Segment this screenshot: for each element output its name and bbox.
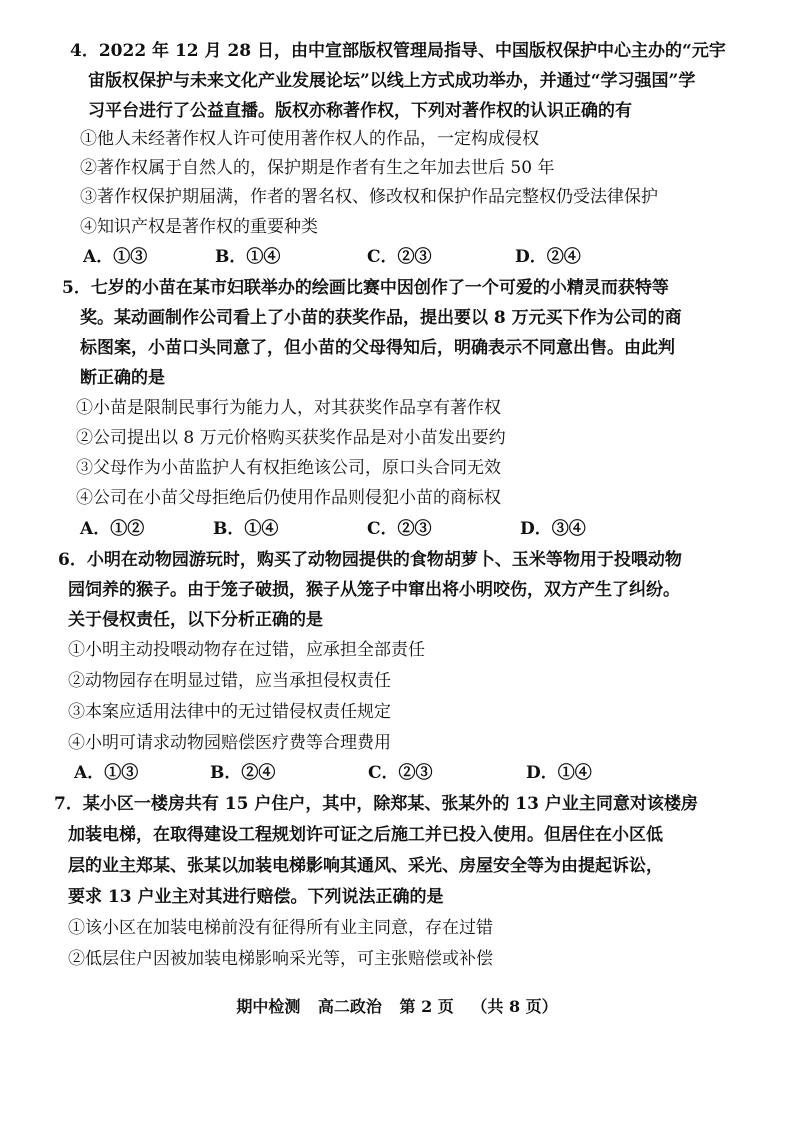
q5-stem-line-4: 断正确的是 <box>80 368 165 388</box>
q4-item-2: ②著作权属于自然人的，保护期是作者有生之年加去世后 50 年 <box>80 158 555 178</box>
q4-stem-line-2: 宙版权保护与未来文化产业发展论坛”以线上方式成功举办，并通过“学习强国”学 <box>88 71 696 91</box>
q5-stem-line-3: 标图案，小苗口头同意了，但小苗的父母得知后，明确表示不同意出售。由此判 <box>80 338 675 358</box>
page-footer <box>0 994 794 1017</box>
q6-item-1: ①小明主动投喂动物存在过错，应承担全部责任 <box>68 640 425 660</box>
q4-item-3: ③著作权保护期届满，作者的署名权、修改权和保护作品完整权仍受法律保护 <box>80 187 658 207</box>
q7-item-1: ①该小区在加装电梯前没有征得所有业主同意，存在过错 <box>68 918 493 938</box>
q7-stem-line-2: 加装电梯，在取得建设工程规划许可证之后施工并已投入使用。但居住在小区低 <box>68 825 663 845</box>
q5-item-2: ②公司提出以 8 万元价格购买获奖作品是对小苗发出要约 <box>76 428 506 448</box>
q6-item-4: ④小明可请求动物园赔偿医疗费等合理费用 <box>68 733 391 753</box>
footer-exam: 期中检测 <box>236 997 301 1016</box>
q6-choice-c: C．②③ <box>368 763 433 783</box>
q6-stem-line-1: 6．小明在动物园游玩时，购买了动物园提供的食物胡萝卜、玉米等物用于投喂动物 <box>58 550 682 570</box>
footer-page: 第 2 页 <box>399 997 454 1016</box>
q7-item-2: ②低层住户因被加装电梯影响采光等，可主张赔偿或补偿 <box>68 949 493 969</box>
q6-choice-b: B．②④ <box>210 763 276 783</box>
q6-item-2: ②动物园存在明显过错，应当承担侵权责任 <box>68 671 391 691</box>
q7-stem-line-4: 要求 13 户业主对其进行赔偿。下列说法正确的是 <box>68 887 444 907</box>
q7-stem-line-3: 层的业主郑某、张某以加装电梯影响其通风、采光、房屋安全等为由提起诉讼， <box>68 856 663 876</box>
q6-choice-d: D．①④ <box>526 763 592 783</box>
q4-stem-line-3: 习平台进行了公益直播。版权亦称著作权，下列对著作权的认识正确的有 <box>88 101 632 121</box>
q5-stem-line-1: 5．七岁的小苗在某市妇联举办的绘画比赛中因创作了一个可爱的小精灵而获特等 <box>62 278 669 298</box>
footer-subject: 高二政治 <box>317 997 382 1016</box>
q5-item-4: ④公司在小苗父母拒绝后仍使用作品则侵犯小苗的商标权 <box>76 488 501 508</box>
q5-item-3: ③父母作为小苗监护人有权拒绝该公司，原口头合同无效 <box>76 458 501 478</box>
q4-choice-b: B．①④ <box>215 247 281 267</box>
q6-item-3: ③本案应适用法律中的无过错侵权责任规定 <box>68 702 391 722</box>
q6-stem-line-2: 园饲养的猴子。由于笼子破损，猴子从笼子中窜出将小明咬伤，双方产生了纠纷。 <box>68 580 680 600</box>
q4-choice-c: C．②③ <box>367 247 432 267</box>
q5-choice-a: A．①② <box>80 519 145 539</box>
q5-choice-c: C．②③ <box>367 519 432 539</box>
q4-item-1: ①他人未经著作权人许可使用著作权人的作品，一定构成侵权 <box>80 129 539 149</box>
q4-item-4: ④知识产权是著作权的重要种类 <box>80 217 318 237</box>
q4-choice-d: D．②④ <box>515 247 581 267</box>
footer-total: （共 8 页） <box>471 997 558 1016</box>
q4-choice-a: A．①③ <box>83 247 148 267</box>
q5-choice-d: D．③④ <box>520 519 586 539</box>
q5-stem-line-2: 奖。某动画制作公司看上了小苗的获奖作品，提出要以 8 万元买下作为公司的商 <box>80 308 682 328</box>
q4-stem-line-1: 4．2022 年 12 月 28 日，由中宣部版权管理局指导、中国版权保护中心主办的“元宇 <box>70 41 726 61</box>
q6-stem-line-3: 关于侵权责任，以下分析正确的是 <box>68 610 323 630</box>
q5-item-1: ①小苗是限制民事行为能力人，对其获奖作品享有著作权 <box>76 398 501 418</box>
q5-choice-b: B．①④ <box>213 519 279 539</box>
q7-stem-line-1: 7．某小区一楼房共有 15 户住户，其中，除郑某、张某外的 13 户业主同意对该楼房 <box>54 794 698 814</box>
q6-choice-a: A．①③ <box>74 763 139 783</box>
